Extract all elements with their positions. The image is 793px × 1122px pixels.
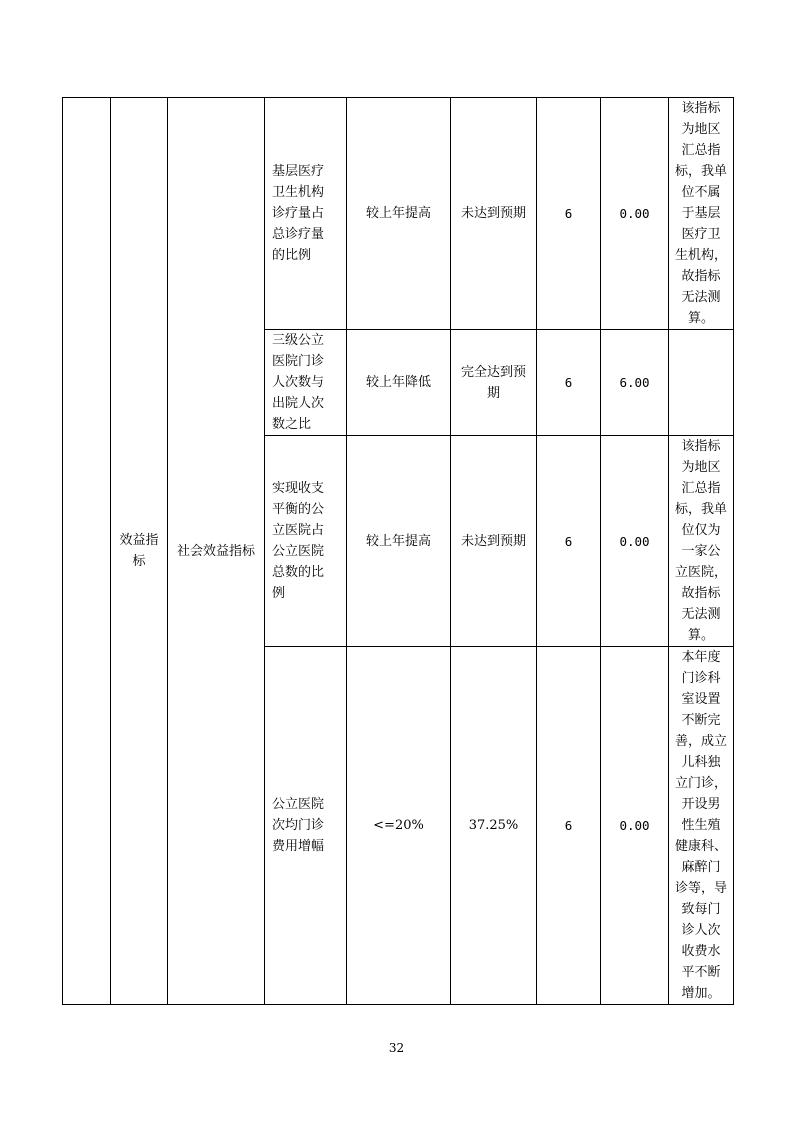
indicator-name-cell: 实现收支 平衡的公 立医院占 公立医院 总数的比 例 [265,436,347,647]
performance-indicator-table [62,97,734,1005]
level2-indicator-label: 效益指 标 [119,533,159,569]
actual-value-cell: 未达到预期 [451,98,537,330]
target-value-cell: 较上年降低 [347,330,451,436]
deviation-reason-cell: 该指标 为地区 汇总指 标，我单 位不属 于基层 医疗卫 生机构， 故指标 无法测 算。 [669,98,734,330]
target-value-cell: <=20% [347,647,451,1005]
target-value-cell: 较上年提高 [347,436,451,647]
level3-indicator-cell [168,98,265,1005]
score-cell: 0.00 [601,98,669,330]
deviation-reason-cell: 本年度 门诊科 室设置 不断完 善，成立 儿科独 立门诊， 开设男 性生殖 健康科、 麻醉门 诊等，导 致每门 诊人次 收费水 平不断 增加。 [669,647,734,1005]
actual-value-cell: 完全达到预 期 [451,330,537,436]
deviation-reason-cell [669,330,734,436]
weight-cell: 6 [537,98,601,330]
level3-indicator-label: 社会效益指标 [176,543,255,559]
page-number: 32 [388,1041,405,1055]
actual-value-cell: 37.25% [451,647,537,1005]
weight-cell: 6 [537,647,601,1005]
actual-value-cell: 未达到预期 [451,436,537,647]
indicator-name-cell: 公立医院 次均门诊 费用增幅 [265,647,347,1005]
weight-cell: 6 [537,436,601,647]
target-value-cell: 较上年提高 [347,98,451,330]
score-cell: 6.00 [601,330,669,436]
indicator-name-cell: 基层医疗 卫生机构 诊疗量占 总诊疗量 的比例 [265,98,347,330]
level1-indicator-cell [63,98,111,1005]
weight-cell: 6 [537,330,601,436]
score-cell: 0.00 [601,647,669,1005]
deviation-reason-cell: 该指标 为地区 汇总指 标，我单 位仅为 一家公 立医院， 故指标 无法测 算。 [669,436,734,647]
indicator-name-cell: 三级公立 医院门诊 人次数与 出院人次 数之比 [265,330,347,436]
table-row [63,98,734,330]
level2-indicator-cell [111,98,168,1005]
score-cell: 0.00 [601,436,669,647]
